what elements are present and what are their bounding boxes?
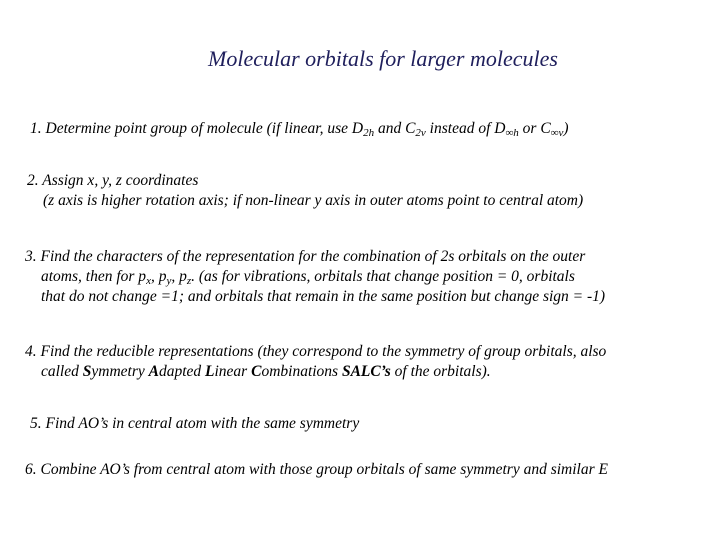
step-2 [27,171,583,211]
step-4-text-ombinations: ombinations [261,363,342,380]
step-4-bold-l: L [205,363,215,380]
step-5-number: 5. [30,415,42,432]
slide-title [0,46,720,72]
step-6-number: 6. [25,461,37,478]
step-1-sub-2h: 2h [363,127,375,139]
step-4 [25,342,606,382]
step-4-text: Find the reducible representations (they correspond to the symmetry of group orbitals, also [36,343,607,360]
step-3-line-2 [25,267,605,287]
step-4-text-ymmetry: ymmetry [91,363,149,380]
step-4-bold-c: C [251,363,262,380]
step-3 [25,247,605,307]
step-3-line-3: that do not change =1; and orbitals that remain in the same position but change sign = -1) [41,288,606,305]
step-1-sub-infh: ∞h [505,127,519,139]
step-6 [25,460,608,480]
step-5-text: Find AO’s in central atom with the same symmetry [41,415,360,432]
step-4-line-2 [25,362,606,382]
step-1-number: 1. [30,120,42,137]
step-1-text-and: and C [374,120,416,137]
step-3-text-atoms: atoms, then for p [41,268,147,285]
step-4-bold-a: A [148,363,159,380]
step-4-text-inear: inear [214,363,252,380]
step-4-text-called: called [41,363,83,380]
step-3-sub-x: x [146,275,151,287]
step-4-text-orbitals: of the orbitals). [390,363,491,380]
step-4-text-dapted: dapted [158,363,206,380]
step-3-text-vibrations: . (as for vibrations, orbitals that change position = 0, orbitals [191,268,575,285]
step-3-text-py: , p [150,268,167,285]
slide-title-text: Molecular orbitals for larger molecules [208,46,558,71]
step-3-sub-z: z [186,275,192,287]
step-3-line-1 [25,247,605,267]
step-6-text: Combine AO’s from central atom with those group orbitals of same symmetry and similar E [36,461,608,478]
step-3-text: Find the characters of the representation for the combination of 2s orbitals on the outer [36,248,586,265]
step-2-line-2: (z axis is higher rotation axis; if non-linear y axis in outer atoms point to central atom) [43,192,584,209]
step-5 [30,414,359,434]
step-4-number: 4. [25,343,37,360]
step-4-bold-s: S [82,363,92,380]
step-2-number: 2. [27,172,39,189]
step-1-text-instead: instead of D [425,120,506,137]
step-4-line-1 [25,342,606,362]
step-1-text-close: ) [563,120,569,137]
step-1 [30,119,569,139]
step-3-text-pz: , p [171,268,187,285]
step-1-text-or: or C [518,120,551,137]
step-1-sub-infv: ∞v [550,127,564,139]
step-2-text: Assign x, y, z coordinates [38,172,199,189]
step-2-line-1 [27,171,583,191]
step-3-sub-y: y [166,275,172,287]
step-1-text: Determine point group of molecule (if linear, use D [41,120,364,137]
step-4-bold-salc: SALC’s [341,363,391,380]
step-1-sub-2v: 2v [415,127,426,139]
step-3-number: 3. [25,248,37,265]
